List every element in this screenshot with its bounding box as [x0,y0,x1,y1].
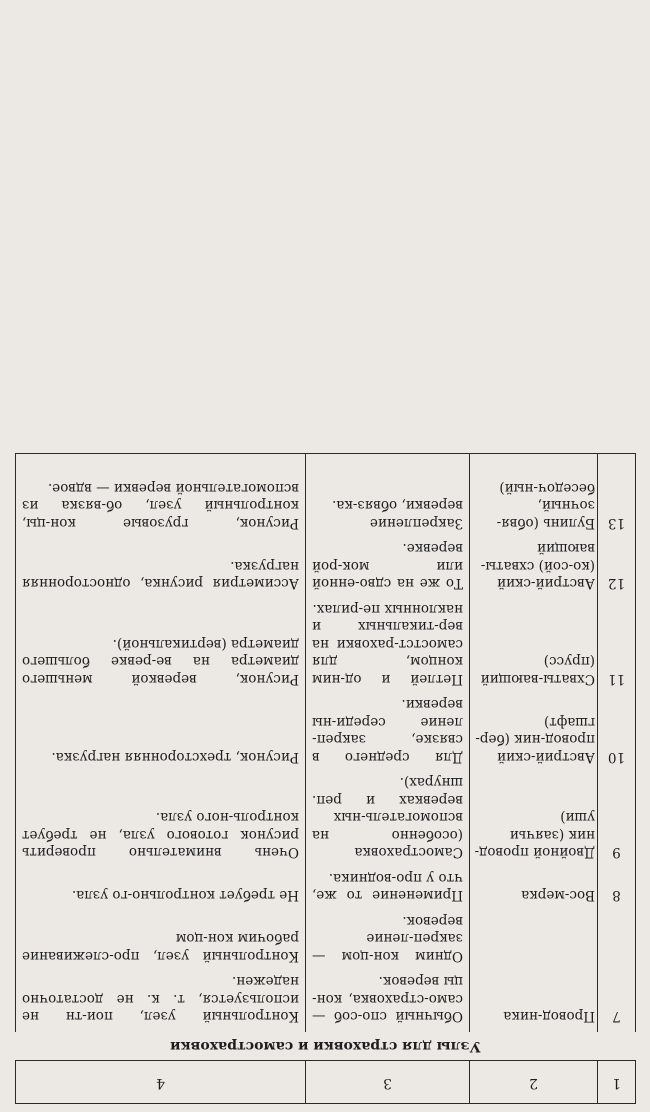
table-row [16,869,636,912]
header-col-1: 1 [598,1061,636,1104]
table-row [16,972,636,1033]
table-row [16,912,636,973]
knot-name: Двойной провод-ник (заячьи уши) [470,773,598,869]
knot-check: Контрольный узел, пои-тн не используется, т. к. не достаточно надежен. [16,972,306,1033]
knot-number [598,912,636,973]
table-row [16,600,636,696]
knot-check: Рисунок, трехсторонняя нагрузка. [16,695,306,773]
knot-number: 12 [598,539,636,600]
knot-number: 13 [598,454,636,539]
knot-use: То же на сдво-енной или мок-рой веревке. [306,539,470,600]
knot-number: 9 [598,773,636,869]
knot-check: Рисунок, веревкой меньшего диаметра на ве-ревке большего диаметра (вертикальной). [16,600,306,696]
knot-name: Австрий-ский провод-ник (бер-гшафт) [470,695,598,773]
knot-use: Для среднего в связке, закреп-ление середи-ны веревки. [306,695,470,773]
knot-check: Не требует контрольно-го узла. [16,869,306,912]
knot-name [470,912,598,973]
knot-use: Одним кон-цом — закреп-ление веревок. [306,912,470,973]
knot-number: 10 [598,695,636,773]
knot-use: Применение то же, что у про-водника. [306,869,470,912]
knot-use: Самостраховка (особенно на вспомогатель-ных веревках и реп. шнурах). [306,773,470,869]
knot-use: Обычный спо-соб — само-страховка, кон-цы веревок. [306,972,470,1033]
knot-check: Рисунок, грузовые кон-цы, контрольный узел, об-вязка из вспомогательной веревки — вдвое. [16,454,306,539]
section-title-row [16,1033,636,1061]
knot-name: Вос-мерка [470,869,598,912]
header-col-3: 3 [306,1061,470,1104]
table-row [16,454,636,539]
knot-name: Схваты-вающий (прусс) [470,600,598,696]
knot-check: Очень внимательно проверить рисунок готового узла, не требует контроль-ного узла. [16,773,306,869]
table-row [16,773,636,869]
table-row [16,539,636,600]
header-row [16,1061,636,1104]
header-col-4: 4 [16,1061,306,1104]
knots-table [15,454,636,1105]
knot-name: Провод-ника [470,972,598,1033]
knot-check: Контрольный узел, про-слеживание рабочим кон-цом [16,912,306,973]
header-col-2: 2 [470,1061,598,1104]
knot-number: 7 [598,972,636,1033]
knot-use: Петлей и од-ним концом, для самостст-раховки на вер-тикальных и наклонных пе-рилах. [306,600,470,696]
table-row [16,695,636,773]
knot-check: Ассиметрия рисунка, односторонняя нагрузка. [16,539,306,600]
knot-name: Булинь (обвя-зочный, беседоч-ный) [470,454,598,539]
knot-use: Закрепление веревки, обвяз-ка. [306,454,470,539]
knot-name: Австрий-ский (ко-сой) схваты-вающий [470,539,598,600]
section-title: Узлы для страховки и самостраховки [170,1038,481,1054]
knot-number: 11 [598,600,636,696]
knot-number: 8 [598,869,636,912]
